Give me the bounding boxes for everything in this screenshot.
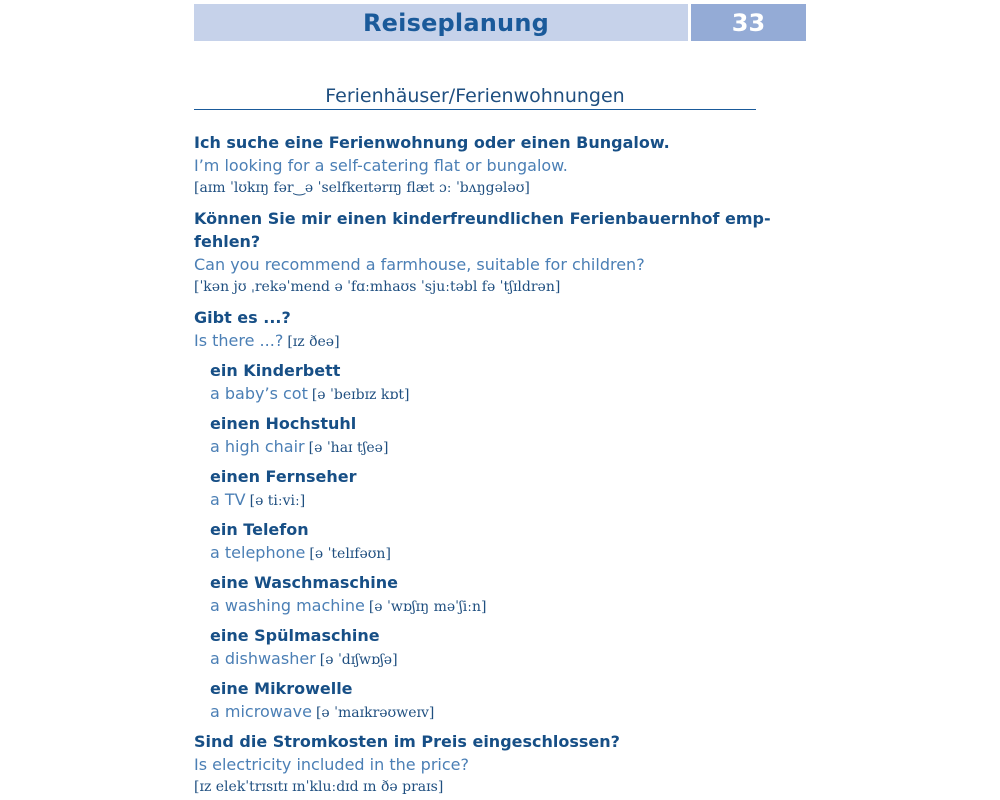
english-phrase: Is there ...? <box>194 331 284 350</box>
phonetic-transcription: [ˈkən jʊ ˌrekəˈmend ə ˈfɑːmhaʊs ˈsjuːtəbl fə ˈtʃɪldrən] <box>194 279 561 295</box>
phrase-entry <box>194 730 764 799</box>
english-phrase: a high chair <box>210 437 305 456</box>
german-phrase: ein Telefon <box>210 520 309 539</box>
english-phrase: a microwave <box>210 702 312 721</box>
phonetic-transcription: [aɪm ˈlʊkɪŋ fər‿ə ˈselfkeɪtərɪŋ flæt ɔː ˈbʌŋgələʊ] <box>194 180 530 196</box>
german-phrase: ein Kinderbett <box>210 361 341 380</box>
english-phrase-row <box>210 488 764 511</box>
phonetic-transcription: [ə tiːviː] <box>249 493 306 509</box>
phonetic-transcription: [ə ˈwɒʃɪŋ məˈʃiːn] <box>368 599 487 615</box>
english-phrase: Is electricity included in the price? <box>194 755 469 774</box>
german-phrase: einen Fernseher <box>210 467 357 486</box>
section-divider <box>194 109 756 110</box>
german-phrase: eine Mikrowelle <box>210 679 353 698</box>
english-phrase-row <box>210 700 764 723</box>
phrase-entry <box>194 306 764 352</box>
german-phrase: Sind die Stromkosten im Preis eingeschlossen? <box>194 732 620 751</box>
english-phrase-row <box>210 382 764 405</box>
phonetic-transcription: [ə ˈdɪʃwɒʃə] <box>319 652 398 668</box>
phonetic-transcription: [ə ˈtelɪfəʊn] <box>309 546 391 562</box>
section-title: Ferienhäuser/Ferienwohnungen <box>325 85 625 107</box>
phrase-entry <box>194 207 771 299</box>
english-phrase-row <box>194 329 764 352</box>
page-number: 33 <box>731 8 766 37</box>
english-phrase-row <box>210 541 764 564</box>
phonetic-transcription: [ɪz elekˈtrɪsɪtɪ ɪnˈkluːdɪd ɪn ðə praɪs] <box>194 779 444 795</box>
phrase-list <box>194 131 771 799</box>
phonetic-transcription: [ə ˈhaɪ tʃeə] <box>308 440 389 456</box>
english-phrase: a TV <box>210 490 246 509</box>
list-item <box>194 359 764 405</box>
german-phrase: Ich suche eine Ferienwohnung oder einen Bungalow. <box>194 133 670 152</box>
german-phrase: einen Hochstuhl <box>210 414 357 433</box>
phonetic-transcription: [ə ˈmaɪkrəʊweɪv] <box>315 705 435 721</box>
english-phrase: Can you recommend a farmhouse, suitable for children? <box>194 255 645 274</box>
german-phrase: Gibt es ...? <box>194 308 291 327</box>
english-phrase-row <box>210 647 764 670</box>
list-item <box>194 465 764 511</box>
phonetic-transcription: [ə ˈbeɪbɪz kɒt] <box>311 387 410 403</box>
list-item <box>194 518 764 564</box>
list-item <box>194 677 764 723</box>
english-phrase-row <box>210 594 764 617</box>
english-phrase: a baby’s cot <box>210 384 308 403</box>
english-phrase: a telephone <box>210 543 306 562</box>
german-phrase: eine Waschmaschine <box>210 573 399 592</box>
page-title: Reiseplanung <box>363 8 549 37</box>
english-phrase-row <box>210 435 764 458</box>
german-phrase: eine Spülmaschine <box>210 626 380 645</box>
list-item <box>194 412 764 458</box>
phonetic-transcription: [ɪz ðeə] <box>287 334 340 350</box>
english-phrase: a dishwasher <box>210 649 316 668</box>
list-item <box>194 571 764 617</box>
page-number-box <box>691 4 806 41</box>
german-phrase-line-2: fehlen? <box>194 232 261 251</box>
english-phrase: a washing machine <box>210 596 365 615</box>
german-phrase-line-1: Können Sie mir einen kinderfreundlichen Ferienbauernhof emp- <box>194 209 771 228</box>
list-item <box>194 624 764 670</box>
english-phrase: I’m looking for a self-catering flat or bungalow. <box>194 156 568 175</box>
header-bar <box>194 4 688 41</box>
phrase-entry <box>194 131 764 200</box>
